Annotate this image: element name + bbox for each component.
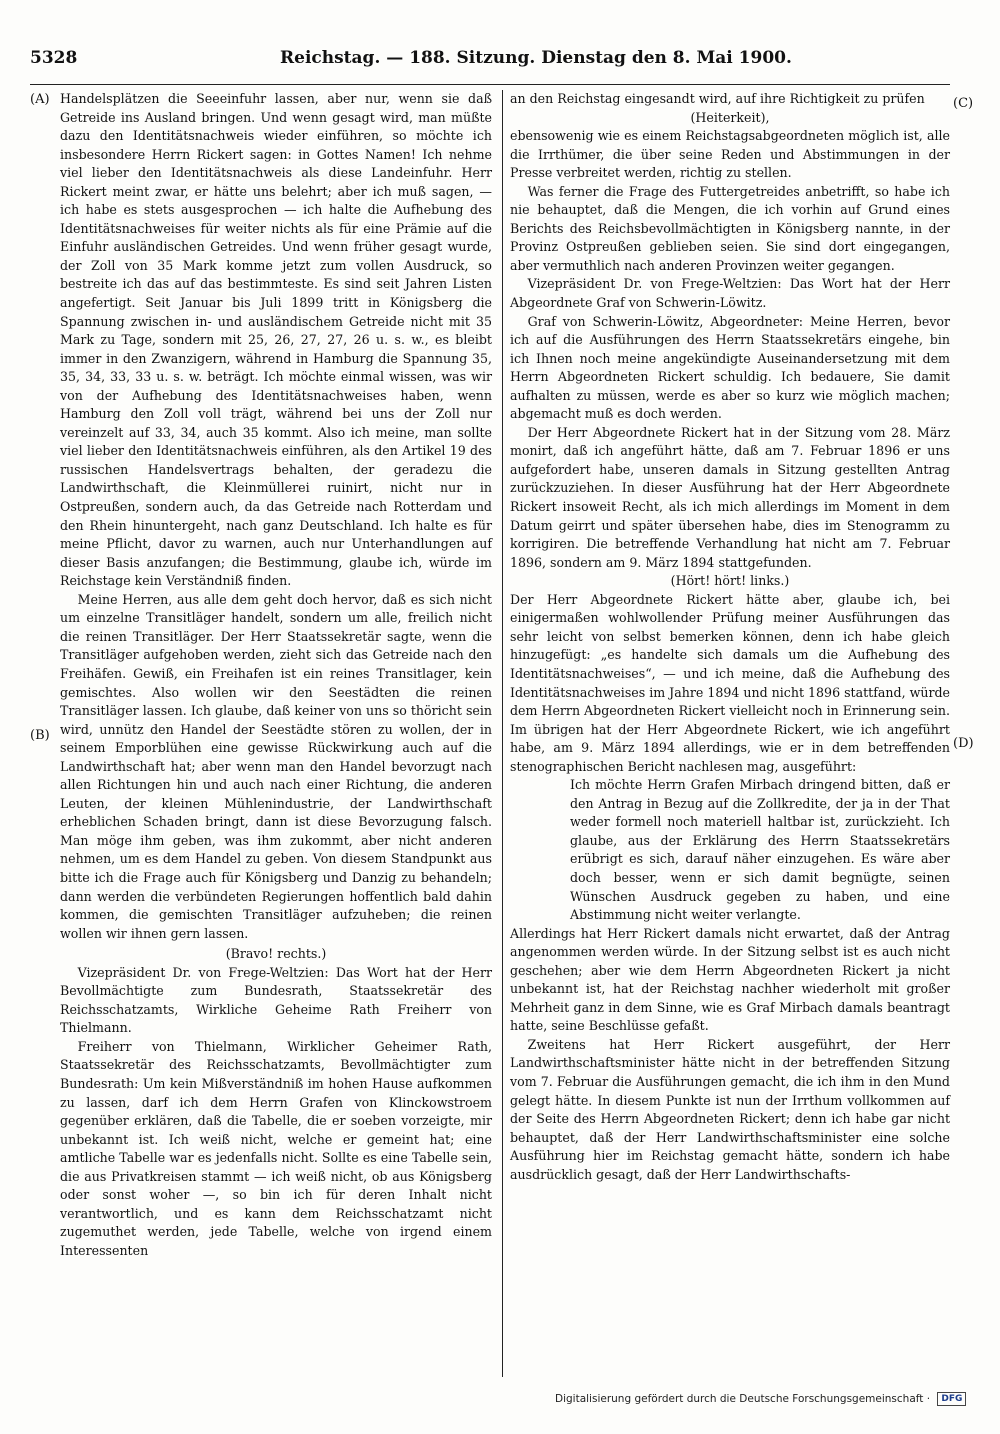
- margin-marker-a: (A): [30, 92, 50, 107]
- running-title: Reichstag. — 188. Sitzung. Dienstag den 8. Mai 1900.: [280, 48, 792, 68]
- page-number: 5328: [30, 48, 78, 68]
- page-header: [30, 48, 950, 72]
- paragraph: Was ferner die Frage des Futtergetreides anbetrifft, so habe ich nie behauptet, daß die Mengen, die ich vorhin auf Grund eines Berichts des Reichsbevollmächtigten in Königsberg nannte, in der Provinz Ostpreußen geblieben seien. Sie sind dort eingegangen, aber vermuthlich nach anderen Provinzen weiter gegangen.: [510, 183, 950, 273]
- block-quote: Ich möchte Herrn Grafen Mirbach dringend bitten, daß er den Antrag in Bezug auf die Zollkredite, der ja in der That weder formell noch materiell haltbar ist, zurückzieht. Ich glaube, aus der Erklärung des Herrn Staatssekretärs erübrigt es sich, darauf näher einzugehen. Es wäre aber doch besser, wenn er sich damit begnügte, seinen Wünschen Ausdruck gegeben zu haben, und eine Abstimmung nicht weiter verlangte.: [570, 777, 950, 923]
- interjection: (Heiterkeit),: [690, 109, 770, 125]
- paragraph: an den Reichstag eingesandt wird, auf ihre Richtigkeit zu prüfen: [510, 91, 925, 106]
- paragraph: Handelsplätzen die Seeeinfuhr lassen, aber nur, wenn sie daß Getreide ins Ausland bringen. Und wenn gesagt wird, man müßte dazu den Identitätsnachweis wieder einführen, so möchte ich insbesondere Herrn Rickert sagen: in Gottes Namen! Ich nehme viel lieber den Identitätsnachweis als diese Landeinfuhr. Herr Rickert meint zwar, er hätte uns belehrt; aber ich muß sagen, — ich habe es stets ausgesprochen — ich halte die Aufhebung des Identitätsnachweises für weiter nichts als für eine Prämie auf die Einfuhr ausländischen Getreides. Und wenn früher gesagt wurde, der Zoll von 35 Mark komme jetzt zum vollen Ausdruck, so bestreite ich das auf das bestimmteste. Es sind seit Jahren Listen angefertigt. Seit Januar bis Juli 1899 tritt in Königsberg die Spannung zwischen in- und ausländischem Getreide nicht mit 35 Mark zu Tage, sondern mit 25, 26, 27, 27, 26 u. s. w., es bleibt immer in den Zwanzigern, während in Hamburg die Spannung 35, 35, 34, 33, 33 u. s. w. beträgt. Ich möchte einmal wissen, was wir von der Aufhebung des Identitätsnachweises haben, wenn Hamburg den Zoll voll trägt, während bei uns der Zoll nur vereinzelt auf 33, 34, auch 35 kommt. Also ich meine, man sollte viel lieber den Identitätsnachweis einführen, als den Artikel 19 des russischen Handelsvertrags behalten, der geradezu die Landwirthschaft, die Kleinmüllerei ruinirt, nicht nur in Ostpreußen, sondern auch, da das Getreide nach Rotterdam und den Rhein hinuntergeht, nach ganz Deutschland. Ich halte es für meine Pflicht, davor zu warnen, auch nur Unterhandlungen auf dieser Basis anzufangen; die Bestimmung, glaube ich, würde im Reichstage kein Verständniß finden.: [60, 91, 492, 589]
- digitization-footer: [555, 1392, 975, 1412]
- margin-marker-d: (D): [953, 736, 974, 751]
- footer-text: Digitalisierung gefördert durch die Deutsche Forschungsgemeinschaft ·: [555, 1393, 931, 1405]
- paragraph: Meine Herren, aus alle dem geht doch hervor, daß es sich nicht um einzelne Transitläger handelt, sondern um alle, freilich nicht die reinen Transitläger. Der Herr Staatssekretär sagte, wenn die Transitläger aufgehoben werden, zieht sich das Getreide nach den Freihäfen. Gewiß, ein Freihafen ist ein reines Transitlager, kein gemischtes. Also wollen wir den Seestädten die reinen Transitläger lassen. Ich glaube, daß keiner von uns so thöricht sein wird, unnütz den Handel der Seestädte stören zu wollen, der in seinem Emporblühen eine gewisse Rückwirkung auch auf die Landwirthschaft hat; aber wenn man den Handel bevorzugt nach allen Richtungen hin und auch nach einer Richtung, die anderen Leuten, der kleinen Mühlenindustrie, der Landwirthschaft erheblichen Schaden bringt, dann ist diese Bevorzugung falsch. Man möge ihm geben, was ihm zukommt, aber nicht anderen nehmen, um es dem Handel zu geben. Von diesem Standpunkt aus bitte ich die Frage auch für Königsberg und Danzig zu behandeln; dann werden die verbündeten Regierungen hoffentlich bald dahin kommen, die gemischten Transitläger aufzuheben; die reinen wollen wir ihnen gern lassen.: [60, 591, 492, 941]
- dfg-logo: DFG: [937, 1392, 966, 1406]
- left-column: [60, 90, 492, 1365]
- paragraph: Der Herr Abgeordnete Rickert hätte aber, glaube ich, bei einigermaßen wohlwollender Prüfung meiner Ausführungen das sehr leicht von selbst bemerken können, denn ich habe gleich hinzugefügt: „es handelte sich damals um die Aufhebung des Identitätsnachweises“, — und ich meine, daß die Aufhebung des Identitätsnachweises im Jahre 1894 und nicht 1896 stattfand, würde dem Herrn Abgeordneten Rickert vielleicht noch in Erinnerung sein. Im übrigen hat der Herr Abgeordnete Rickert, wie ich angeführt habe, am 9. März 1894 allerdings, wie er in dem betreffenden stenographischen Bericht nachlesen mag, ausgeführt:: [510, 591, 951, 774]
- speaker-paragraph: Vizepräsident Dr. von Frege-Weltzien: Das Wort hat der Herr Bevollmächtigte zum Bundesrath, Staatssekretär des Reichsschatzamts, Wirkliche Geheime Rath Freiherr von Thielmann.: [60, 964, 492, 1036]
- paragraph: Zweitens hat Herr Rickert ausgeführt, der Herr Landwirthschaftsminister hätte nicht in der betreffenden Sitzung vom 7. Februar die Ausführungen gemacht, die ich ihm in den Mund gelegt hätte. In diesem Punkte ist nun der Irrthum vollkommen auf der Seite des Herrn Abgeordneten Rickert; denn ich habe gar nicht behauptet, daß der Herr Landwirthschaftsminister eine solche Ausführung hier im Reichstag gemacht hätte, sondern ich habe ausdrücklich gesagt, daß der Herr Landwirthschafts-: [510, 1036, 950, 1182]
- margin-marker-c: (C): [953, 96, 974, 111]
- speaker-paragraph: Freiherr von Thielmann, Wirklicher Geheimer Rath, Staatssekretär des Reichsschatzamts, Bevollmächtigter zum Bundesrath: Um kein Mißverständniß im hohen Hause aufkommen zu lassen, darf ich dem Herrn Grafen von Klinckowstroem gegenüber erklären, daß die Tabelle, die er soeben vorzeigte, mir unbekannt ist. Ich weiß nicht, welche er gemeint hat; eine amtliche Tabelle war es jedenfalls nicht. Sollte es eine Tabelle sein, die aus Privatkreisen stammt — ich weiß nicht, ob aus Königsberg oder sonst woher —, so bin ich für deren Inhalt nicht verantwortlich, und es kann dem Reichsschatzamt nicht zugemuthet werden, jede Tabelle, welche von irgend einem Interessenten: [60, 1038, 492, 1258]
- column-divider: [502, 90, 503, 1377]
- margin-marker-b: (B): [30, 728, 50, 743]
- header-rule: [30, 84, 950, 85]
- paragraph: Der Herr Abgeordnete Rickert hat in der Sitzung vom 28. März monirt, daß ich angeführt hätte, daß am 7. Februar 1896 er uns aufgefordert habe, unseren damals in Sitzung gestellten Antrag zurückzuziehen. In dieser Ausführung hat der Herr Abgeordnete Rickert insoweit Recht, als ich mich allerdings im Moment in dem Datum geirrt und später übersehen habe, dies im Stenogramm zu korrigiren. Die betreffende Verhandlung hat nicht am 7. Februar 1896, sondern am 9. März 1894 stattgefunden.: [510, 424, 950, 570]
- speaker-paragraph: Graf von Schwerin-Löwitz, Abgeordneter: Meine Herren, bevor ich auf die Ausführungen des Herrn Staatssekretärs eingehe, bin ich Ihnen noch meine angekündigte Auseinandersetzung mit dem Herrn Abgeordneten Rickert schuldig. Ich bedauere, Sie damit aufhalten zu müssen, werde es aber so kurz wie möglich machen; abgemacht muß es doch werden.: [510, 313, 950, 422]
- speaker-paragraph: Vizepräsident Dr. von Frege-Weltzien: Das Wort hat der Herr Abgeordnete Graf von Schwerin-Löwitz.: [510, 276, 950, 311]
- interjection: (Bravo! rechts.): [225, 946, 327, 962]
- right-column: [510, 90, 950, 1375]
- paragraph: ebensowenig wie es einem Reichstagsabgeordneten möglich ist, alle die Irrthümer, die über seine Reden und Abstimmungen in der Presse verbreitet werden, richtig zu stellen.: [510, 128, 950, 181]
- paragraph: Allerdings hat Herr Rickert damals nicht erwartet, daß der Antrag angenommen werden würde. In der Sitzung selbst ist es auch nicht geschehen; aber wie dem Herrn Abgeordneten Rickert ja nicht unbekannt ist, hat der Reichstag nachher wiederholt mit großer Mehrheit ganz in dem Sinne, wie es Graf Mirbach damals beantragt hatte, seine Beschlüsse gefaßt.: [510, 925, 950, 1034]
- interjection: (Hört! hört! links.): [670, 573, 790, 589]
